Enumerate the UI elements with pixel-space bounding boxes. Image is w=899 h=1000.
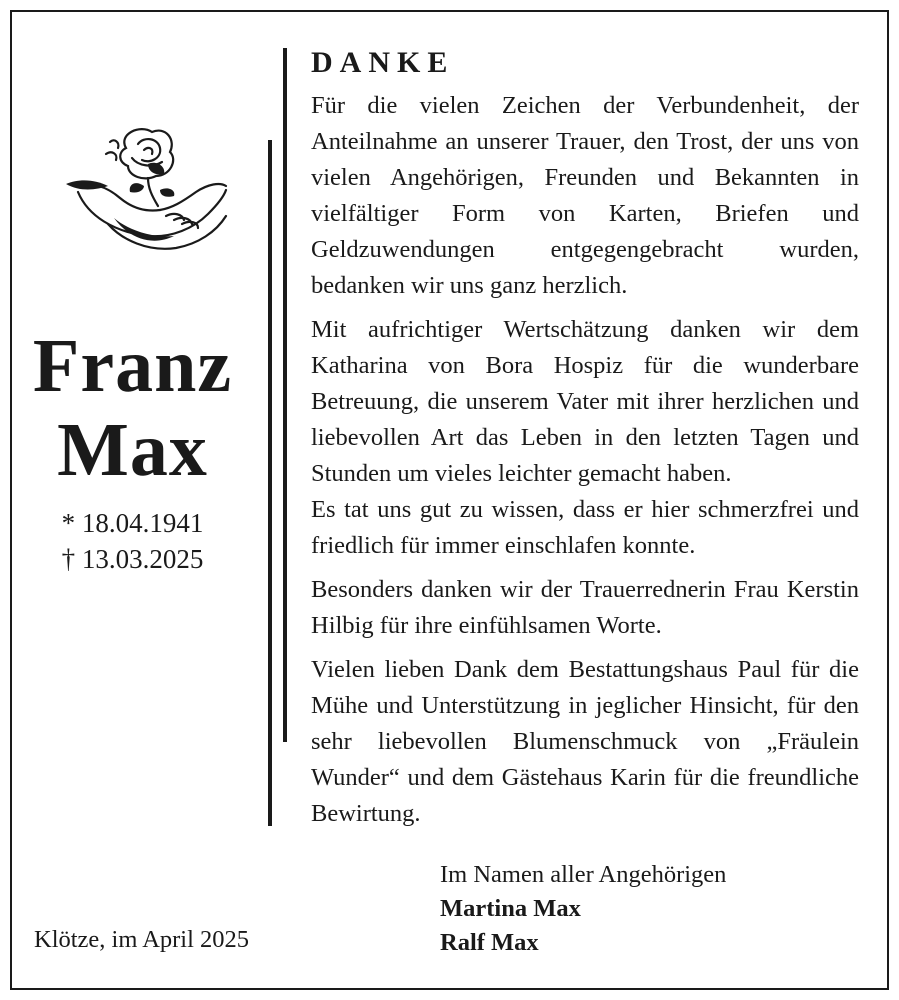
paragraph-comfort: Es tat uns gut zu wissen, dass er hier schmerzfrei und friedlich für immer einschlafen konnte. <box>311 496 859 559</box>
death-date: † 13.03.2025 <box>61 544 204 574</box>
paragraph-thanks: Für die vielen Zeichen der Verbundenheit, der Anteilnahme an unserer Trauer, den Trost, der uns von vielen Angehörigen, Freunden und Bekannten in vielfältiger Form von Karten, Briefen und Geldzuwendungen entgegengebracht wurden, bedanken wir uns ganz herzlich. <box>311 92 859 299</box>
paragraph-hospice: Mit aufrichtiger Wertschätzung danken wir dem Katharina von Bora Hospiz für die wunderbare Betreuung, die unserem Vater mit ihrer herzlichen und liebevollen Art das Leben in den letzten Tagen und Stunden um vieles leichter gemacht haben. <box>311 316 859 487</box>
signature-block <box>440 858 726 960</box>
paragraph-speaker: Besonders danken wir der Trauerrednerin Frau Kerstin Hilbig für ihre einfühlsamen Worte. <box>311 576 859 639</box>
signature-name: Martina Max <box>440 895 581 922</box>
place-and-date: Klötze, im April 2025 <box>34 926 250 953</box>
notice-heading: DANKE <box>311 46 455 79</box>
birth-date: * 18.04.1941 <box>61 508 204 538</box>
left-divider <box>268 140 272 826</box>
deceased-first-name: Franz <box>32 324 233 408</box>
signature-intro: Im Namen aller Angehörigen <box>440 861 727 888</box>
paragraph-funeral-home: Vielen lieben Dank dem Bestattungshaus Paul für die Mühe und Unterstützung in jeglicher Hinsicht, für den sehr liebevollen Blumenschmuck von „Fräulein Wunder“ und dem Gästehaus Karin für die freundliche Bewirtung. <box>311 656 859 827</box>
deceased-last-name: Max <box>57 408 208 492</box>
right-divider <box>283 48 287 742</box>
signature-name: Ralf Max <box>440 929 539 956</box>
notice-body <box>311 88 859 832</box>
rose-in-hands-icon <box>48 120 233 275</box>
